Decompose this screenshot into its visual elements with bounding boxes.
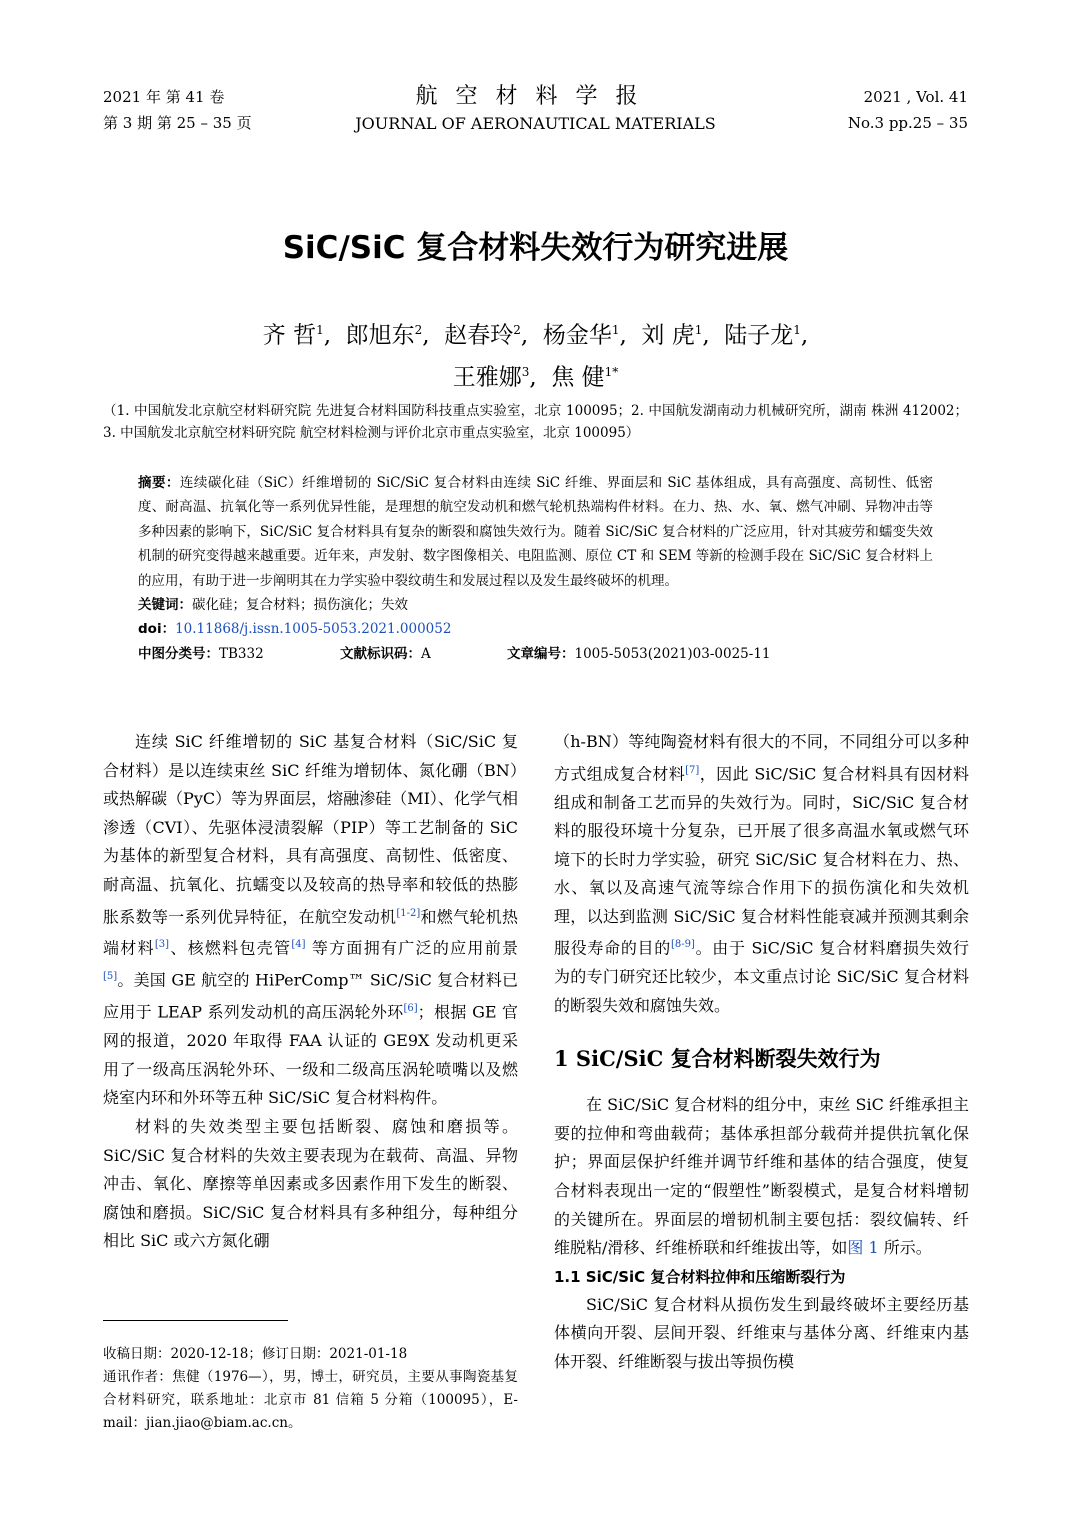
text-run: 。美国 GE 航空的 HiPerComp™ SiC/SiC 复合材料已应用于 LEAP 系列发动机的高压涡轮外环 <box>103 970 518 1022</box>
citation-link[interactable]: [7] <box>685 764 700 776</box>
author-affil-mark: 2 <box>414 323 423 337</box>
clc-label: 中图分类号： <box>138 645 219 662</box>
body-paragraph <box>554 1091 969 1263</box>
keywords <box>138 593 933 617</box>
body-paragraph: SiC/SiC 复合材料从损伤发生到最终破坏主要经历基体横向开裂、层间开裂、纤维束与基体分离、纤维束内基体开裂、纤维断裂与拔出等损伤模 <box>554 1294 969 1371</box>
abstract-label: 摘要： <box>138 475 180 491</box>
author-affil-mark: 1* <box>604 364 619 379</box>
classification-row <box>138 642 933 666</box>
received-dates: 收稿日期：2020-12-18；修订日期：2021-01-18 <box>103 1346 408 1362</box>
abstract-block <box>138 471 933 666</box>
figure-link[interactable]: 图 1 <box>847 1238 879 1258</box>
citation-link[interactable]: [3] <box>154 939 170 951</box>
author: 陆子龙 <box>724 322 794 349</box>
doc-code <box>340 642 507 666</box>
author: 王雅娜 <box>452 364 522 391</box>
author-line-1: 齐 哲$^1$, 郎旭东$^2$, 赵春玲$^2$, 杨金华$^1$, 刘 虎$^1$, 陆子龙$^1$, <box>262 322 809 349</box>
doc-code-value: A <box>421 645 431 662</box>
author: 刘 虎 <box>641 322 695 349</box>
author-affil-mark: 1 <box>611 323 620 337</box>
article-no <box>507 642 771 666</box>
citation-link[interactable]: [4] <box>291 939 306 951</box>
keywords-label: 关键词： <box>138 597 192 614</box>
author: 郎旭东 <box>345 322 415 349</box>
body-paragraph <box>103 728 518 1113</box>
abstract-text: 连续碳化硅（SiC）纤维增韧的 SiC/SiC 复合材料由连续 SiC 纤维、界面层和 SiC 基体组成，具有高强度、高韧性、低密度、耐高温、抗氧化等一系列优异性能，是理想的航空发动机和燃气轮机热端构件材料。在力、热、水、氧、燃气冲刷、异物冲击等多种因素的影响下，SiC/SiC 复合材料具有复杂的断裂和腐蚀失效行为。随着 SiC/SiC 复合材料的广泛应用，针对其疲劳和蠕变失效机制的研究变得越来越重要。近年来，声发射、数字图像相关、电阻监测、原位 CT 和 SEM 等新的检测手段在 SiC/SiC 复合材料上的应用，有助于进一步阐明其在力学实验中裂纹萌生和发展过程以及发生最终破坏的机理。 <box>138 475 933 589</box>
doi <box>138 617 933 641</box>
author: 焦 健 <box>551 364 605 391</box>
citation-link[interactable]: [8-9] <box>670 939 695 951</box>
author: 杨金华 <box>542 322 612 349</box>
citation-link[interactable]: [1-2] <box>396 907 421 919</box>
text-run: 等方面拥有广泛的应用前景 <box>305 938 518 958</box>
body-column-left <box>103 728 518 1256</box>
text-run: ；根据 GE 官网的报道，2020 年取得 FAA 认证的 GE9X 发动机更采用了一级高压涡轮外环、一级和二级高压涡轮喷嘴以及燃烧室内环和外环等五种 SiC/SiC 复合材料构件。 <box>103 1002 518 1108</box>
keywords-text: 碳化硅；复合材料；损伤演化；失效 <box>192 597 408 614</box>
paper-title: SiC/SiC 复合材料失效行为研究进展 <box>282 230 789 266</box>
text-run: 所示。 <box>878 1238 932 1258</box>
header-issue-pages-en: No.3 pp.25 – 35 <box>847 114 968 132</box>
article-no-label: 文章编号： <box>507 645 575 662</box>
author: 齐 哲 <box>262 322 317 349</box>
text-run: ，因此 SiC/SiC 复合材料具有因材料组成和制备工艺而异的失效行为。同时，SiC/SiC 复合材料的服役环境十分复杂，已开展了很多高温水氧或燃气环境下的长时力学实验，研究 SiC/SiC 复合材料在力、热、水、氧以及高速气流等综合作用下的损伤演化和失效机理，以达到监测 SiC/SiC 复合材料性能衰减并预测其剩余服役寿命的目的 <box>554 763 969 958</box>
footnote-rule <box>103 1320 288 1321</box>
text-run: 。由于 SiC/SiC 复合材料磨损失效行为的专门研究还比较少，本文重点讨论 SiC/SiC 复合材料的断裂失效和腐蚀失效。 <box>554 938 969 1015</box>
affiliations: （1. 中国航发北京航空材料研究院 先进复合材料国防科技重点实验室，北京 100095；2. 中国航发湖南动力机械研究所，湖南 株洲 412002；3. 中国航发北京航空材料研究院 航空材料检测与评价北京市重点实验室，北京 100095） <box>103 403 968 441</box>
text-run: 连续 SiC 纤维增韧的 SiC 基复合材料（SiC/SiC 复合材料）是以连续束丝 SiC 纤维为增韧体、氮化硼（BN）或热解碳（PyC）等为界面层，熔融渗硅（MI）、化学气相渗透（CVI）、先驱体浸渍裂解（PIP）等工艺制备的 SiC 为基体的新型复合材料，具有高强度、高韧性、低密度、耐高温、抗氧化、抗蠕变以及较高的热导率和较低的热膨胀系数等一系列优异特征，在航空发动机 <box>103 732 518 926</box>
article-no-value: 1005-5053(2021)03-0025-11 <box>574 645 771 662</box>
section-heading-1-1: 1.1 SiC/SiC 复合材料拉伸和压缩断裂行为 <box>554 1267 846 1286</box>
body-column-right <box>554 728 969 1377</box>
author-affil-mark: 3 <box>521 364 530 379</box>
text-run: 、核燃料包壳管 <box>169 938 292 958</box>
citation-link[interactable]: [6] <box>403 1003 418 1015</box>
journal-name-cn: 航空材料学报 <box>415 84 656 109</box>
text-run: （h-BN）等纯陶瓷材料有很大的不同，不同组分可以多种方式组成复合材料 <box>554 732 969 783</box>
clc-value: TB332 <box>219 645 264 662</box>
corresponding-author: 通讯作者：焦健（1976—），男，博士，研究员，主要从事陶瓷基复合材料研究，联系地址：北京市 81 信箱 5 分箱（100095），E-mail：jian.jiao@biam.ac.cn。 <box>103 1369 518 1431</box>
header-journal <box>103 84 968 138</box>
header-year-volume: 2021 年 第 41 卷 <box>103 88 225 106</box>
section-heading-1: 1 SiC/SiC 复合材料断裂失效行为 <box>554 1045 881 1071</box>
header-issue-pages: 第 3 期 第 25 – 35 页 <box>103 114 252 132</box>
author-list <box>0 312 1071 395</box>
text-run: 在 SiC/SiC 复合材料的组分中，束丝 SiC 纤维承担主要的拉伸和弯曲载荷；基体承担部分载荷并提供抗氧化保护；界面层保护纤维并调节纤维和基体的结合强度，使复合材料表现出一定的“假塑性”断裂模式，是复合材料增韧的关键所在。界面层的增韧机制主要包括：裂纹偏转、纤维脱粘/滑移、纤维桥联和纤维拔出等，如 <box>554 1095 969 1258</box>
author-line-2: 王雅娜$^3$, 焦 健$^{1*}$ <box>452 364 619 391</box>
journal-name-en: JOURNAL OF AERONAUTICAL MATERIALS <box>355 114 716 133</box>
header-year-volume-en: 2021 , Vol. 41 <box>863 88 968 106</box>
abstract <box>138 471 933 593</box>
author-affil-mark: 2 <box>513 323 521 337</box>
author-affil-mark: 1 <box>316 323 324 337</box>
text-run: 和燃气轮机热端材料 <box>103 906 518 958</box>
author-affil-mark: 1 <box>694 323 703 337</box>
body-paragraph: 材料的失效类型主要包括断裂、腐蚀和磨损等。SiC/SiC 复合材料的失效主要表现为在载荷、高温、异物冲击、氧化、摩擦等单因素或多因素作用下发生的断裂、腐蚀和磨损。SiC/SiC 复合材料具有多种组分，每种组分相比 SiC 或六方氮化硼 <box>103 1117 518 1251</box>
footnotes <box>103 1343 518 1435</box>
doi-label: doi： <box>138 621 176 638</box>
doi-link[interactable]: 10.11868/j.issn.1005-5053.2021.000052 <box>175 621 452 638</box>
running-header <box>103 84 968 144</box>
author: 赵春玲 <box>444 322 514 349</box>
doc-code-label: 文献标识码： <box>340 645 421 662</box>
header-right <box>848 84 968 136</box>
author-affil-mark: 1 <box>793 323 801 337</box>
clc <box>138 642 340 666</box>
body-paragraph <box>554 728 969 1021</box>
citation-link[interactable]: [5] <box>103 971 118 983</box>
